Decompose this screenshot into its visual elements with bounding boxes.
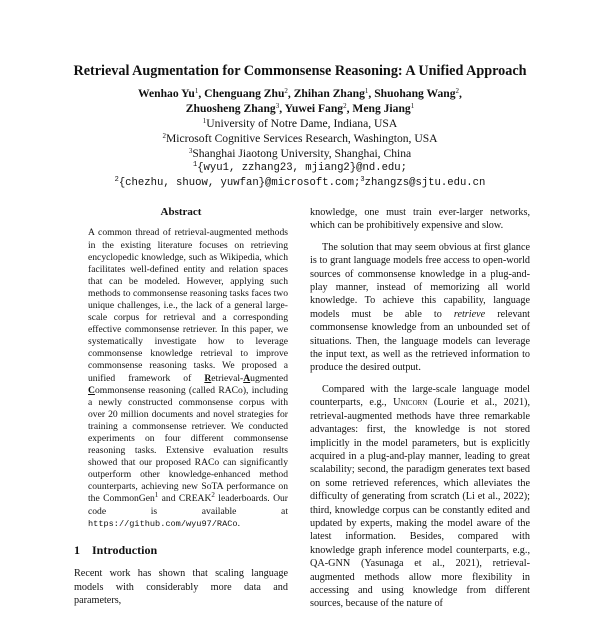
- author-affil-mark: 2: [343, 102, 347, 110]
- author-line-1: Wenhao Yu$^1$, Chenguang Zhu$^2$, Zhihan Zhang$^1$, Shuohang Wang$^2$,: [138, 87, 462, 100]
- author-affil-mark: 2: [284, 87, 288, 95]
- author-name: Wenhao Yu: [138, 87, 195, 100]
- author-affil-mark: 3: [275, 102, 280, 110]
- author-affil-mark: 2: [455, 87, 460, 95]
- author-name: Shuohang Wang: [374, 87, 456, 100]
- author-affil-mark: 1: [364, 87, 369, 95]
- author-name: Yuwei Fang: [284, 102, 344, 115]
- author-name: Meng Jiang: [352, 102, 411, 115]
- author-name: Chenguang Zhu: [204, 87, 285, 100]
- affiliation-1: $^1$University of Notre Dame, Indiana, USA: [202, 117, 398, 130]
- email-line-1: $^1${wyu1, zzhang23, mjiang2}@nd.edu;: [193, 161, 407, 174]
- code-url-link[interactable]: https://github.com/wyu97/RACo: [88, 518, 238, 529]
- author-name: Zhuosheng Zhang: [185, 102, 276, 115]
- right-paragraph-2: Compared with the large-scale language model counterparts, e.g., Unicorn (Lourie et al., 2021), retrieval-augmented methods have three remarkable advantages: first, the knowledge is not stored implicitly in the model parameters, but is explicitly acquired in a plug-and-play manner, leading to great scalability; second, the paradigm generates text based on some retrieved references, which alleviates the difficulty of generating from scratch (Li et al., 2022); third, knowledge corpus can be constantly edited and updated by experts, making the model aware of the latest information. Besides, compared with knowledge graph inference model counterparts, e.g., QA-GNN (Yasunaga et al., 2021), retrieval-augmented methods allow more flexibility in accessing and using knowledge from different sources, because of the nature of: [310, 383, 530, 610]
- abstract-body: A common thread of retrieval-augmented methods in the existing literature focuses on retrieving encyclopedic knowledge, such as Wikipedia, which facilitates well-defined entity and relation spaces that can be modeled. However, applying such methods to commonsense reasoning tasks faces two unique challenges, i.e., the lack of a general large-scale corpus for retrieval and a corresponding effective commonsense retriever. In this paper, we systematically investigate how to leverage commonsense knowledge retrieval to improve commonsense reasoning tasks. We proposed a unified framework of Retrieval-Augmented Commonsense reasoning (called RACo), including a newly constructed commonsense corpus with over 20 million documents and novel strategies for training a commonsense retriever. We conducted experiments on four different commonsense reasoning tasks. Extensive evaluation results showed that our proposed RACo can significantly outperform other knowledge-enhanced method counterparts, achieving new SoTA performance on the CommonGen$^1$ and CREAK$^2$ leaderboards. Our code is available at https://github.com/wyu97/RACo.: [88, 227, 288, 529]
- right-paragraph-1: The solution that may seem obvious at first glance is to grant language models free access to open-world sources of commonsense knowledge in a plug-and-play manner, instead of memorizing all world knowledge. To achieve this capability, language models must be able to retrieve relevant commonsense knowledge from an unbounded set of situations. Then, the language models can leverage the input text, as well as the retrieved information to produce the desired output.: [310, 241, 530, 374]
- email-line-2: $^2${chezhu, shuow, yuwfan}@microsoft.com;$^3$zhangzs@sjtu.edu.cn: [114, 176, 486, 189]
- author-block: [0, 86, 600, 191]
- section-heading-introduction: 1 Introduction: [74, 542, 158, 557]
- abstract-heading: Abstract: [160, 206, 202, 218]
- right-column: [310, 206, 530, 619]
- paper-title: Retrieval Augmentation for Commonsense Reasoning: A Unified Approach: [73, 63, 527, 79]
- intro-paragraph: Recent work has shown that scaling language models with considerably more data and parameters,: [74, 568, 288, 606]
- affiliation-3: $^3$Shanghai Jiaotong University, Shanghai, China: [188, 147, 412, 160]
- author-name: Zhihan Zhang: [293, 87, 365, 100]
- left-column: [74, 206, 288, 615]
- author-affil-mark: 1: [410, 102, 415, 110]
- right-paragraph-0: knowledge, one must train ever-larger networks, which can be prohibitively expensive and slow.: [310, 207, 530, 232]
- author-line-2: Zhuosheng Zhang$^3$, Yuwei Fang$^2$, Meng Jiang$^1$: [185, 102, 415, 115]
- author-affil-mark: 1: [194, 87, 199, 95]
- affiliation-2: $^2$Microsoft Cognitive Services Research, Washington, USA: [162, 132, 438, 145]
